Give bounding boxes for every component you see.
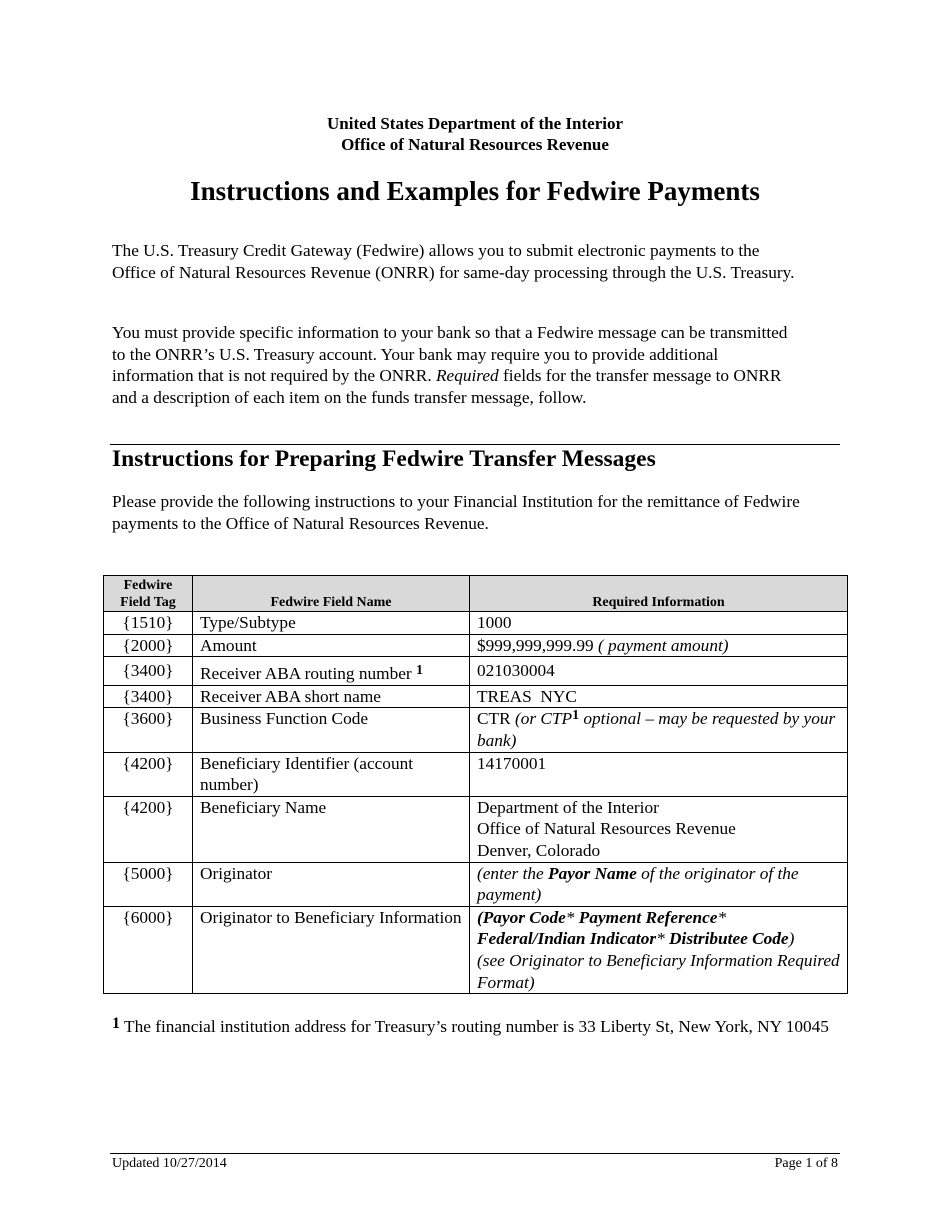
table-row [104,796,848,862]
originator-note-end: of the originator of the payment) [477,863,799,905]
required-info: 1000 [470,612,848,635]
separator: * [656,929,665,949]
field-name: Receiver ABA short name [193,685,470,708]
footer-divider [110,1153,840,1154]
intro-paragraph-2 [112,322,802,408]
fedwire-fields-table [103,575,848,994]
required-info [470,708,848,752]
header-field-tag-line2: Field Tag [120,595,176,610]
field-tag: {5000} [104,862,193,906]
table-row [104,634,848,657]
separator: * [717,907,727,927]
table-row [104,612,848,635]
distributee-code: Distributee Code [664,929,789,949]
amount-note: ( payment amount) [593,635,729,655]
field-name: Beneficiary Name [193,796,470,862]
beneficiary-line-1: Department of the Interior [477,797,659,817]
footnote-text: The financial institution address for Treasury’s routing number is 33 Liberty St, New York, NY 10045 [120,1017,829,1036]
office-name: Office of Natural Resources Revenue [341,135,609,154]
routing-number-label: Receiver ABA routing number [200,664,416,684]
footnote-marker: 1 [572,708,580,724]
field-tag: {1510} [104,612,193,635]
field-name: Beneficiary Identifier (account number) [193,752,470,796]
field-tag: {3400} [104,685,193,708]
footnote-marker: 1 [415,663,423,679]
section-text: Please provide the following instructions to your Financial Institution for the remittance of Fedwire payments to the Office of Natural Resources Revenue. [112,492,800,533]
intro-paragraph-2-start: You must provide specific information to your bank so that a Fedwire message can be transmitted to the ONRR’s U.S. Treasury account. Your bank may require you to provide additional information that is not required by the ONRR. [112,323,788,386]
footnote [112,1016,832,1038]
department-name: United States Department of the Interior [326,114,624,133]
originator-note-start: (enter the [477,863,549,883]
intro-paragraph-1: The U.S. Treasury Credit Gateway (Fedwire) allows you to submit electronic payments to the Office of Natural Resources Revenue (ONRR) for same-day processing through the U.S. Treasury. [112,241,795,282]
table-row [104,862,848,906]
page-title: Instructions and Examples for Fedwire Payments [190,176,760,206]
section-divider [110,444,840,445]
table-row [104,752,848,796]
closing-paren: ) [788,929,795,949]
table-header-row [104,576,848,612]
ctp-note-end: optional – may be requested by your bank) [477,709,836,750]
intro-paragraph-2-end: fields for the transfer message to ONRR and a description of each item on the funds transfer message, follow. [112,366,782,407]
required-info [470,906,848,993]
field-tag: {6000} [104,906,193,993]
required-info: TREAS NYC [470,685,848,708]
field-name: Originator to Beneficiary Information [193,906,470,993]
payor-name-emphasis: Payor Name [548,863,637,883]
field-name: Amount [193,634,470,657]
page-number: Page 1 of 8 [774,1156,838,1171]
payor-code: (Payor Code [477,907,566,927]
required-info: 021030004 [470,657,848,686]
required-info [470,862,848,906]
amount-value: $999,999,999.99 [477,635,594,655]
required-info: 14170001 [470,752,848,796]
field-tag: {4200} [104,796,193,862]
beneficiary-line-3: Denver, Colorado [477,840,601,860]
footnote-marker: 1 [112,1015,120,1032]
format-note: (see Originator to Beneficiary Information Required Format) [477,950,840,992]
field-name: Business Function Code [193,708,470,752]
field-tag: {3400} [104,657,193,686]
required-emphasis: Required [435,366,499,386]
header-required-info: Required Information [470,576,848,612]
field-name [193,657,470,686]
table-row [104,685,848,708]
field-tag: {3600} [104,708,193,752]
required-info [470,796,848,862]
payment-reference: Payment Reference [574,907,718,927]
header-field-tag [104,576,193,612]
separator: * [565,907,575,927]
beneficiary-line-2: Office of Natural Resources Revenue [477,819,736,839]
ctr-code: CTR [477,709,515,729]
updated-date: Updated 10/27/2014 [112,1156,227,1171]
header-field-name: Fedwire Field Name [193,576,470,612]
field-tag: {2000} [104,634,193,657]
table-row [104,906,848,993]
header-field-tag-line1: Fedwire [123,578,173,593]
federal-indian-indicator: Federal/Indian Indicator [477,929,657,949]
ctp-note-start: (or CTP [514,709,573,729]
field-tag: {4200} [104,752,193,796]
table-row [104,708,848,752]
section-heading: Instructions for Preparing Fedwire Transfer Messages [112,446,656,472]
field-name: Originator [193,862,470,906]
required-info [470,634,848,657]
table-row [104,657,848,686]
field-name: Type/Subtype [193,612,470,635]
